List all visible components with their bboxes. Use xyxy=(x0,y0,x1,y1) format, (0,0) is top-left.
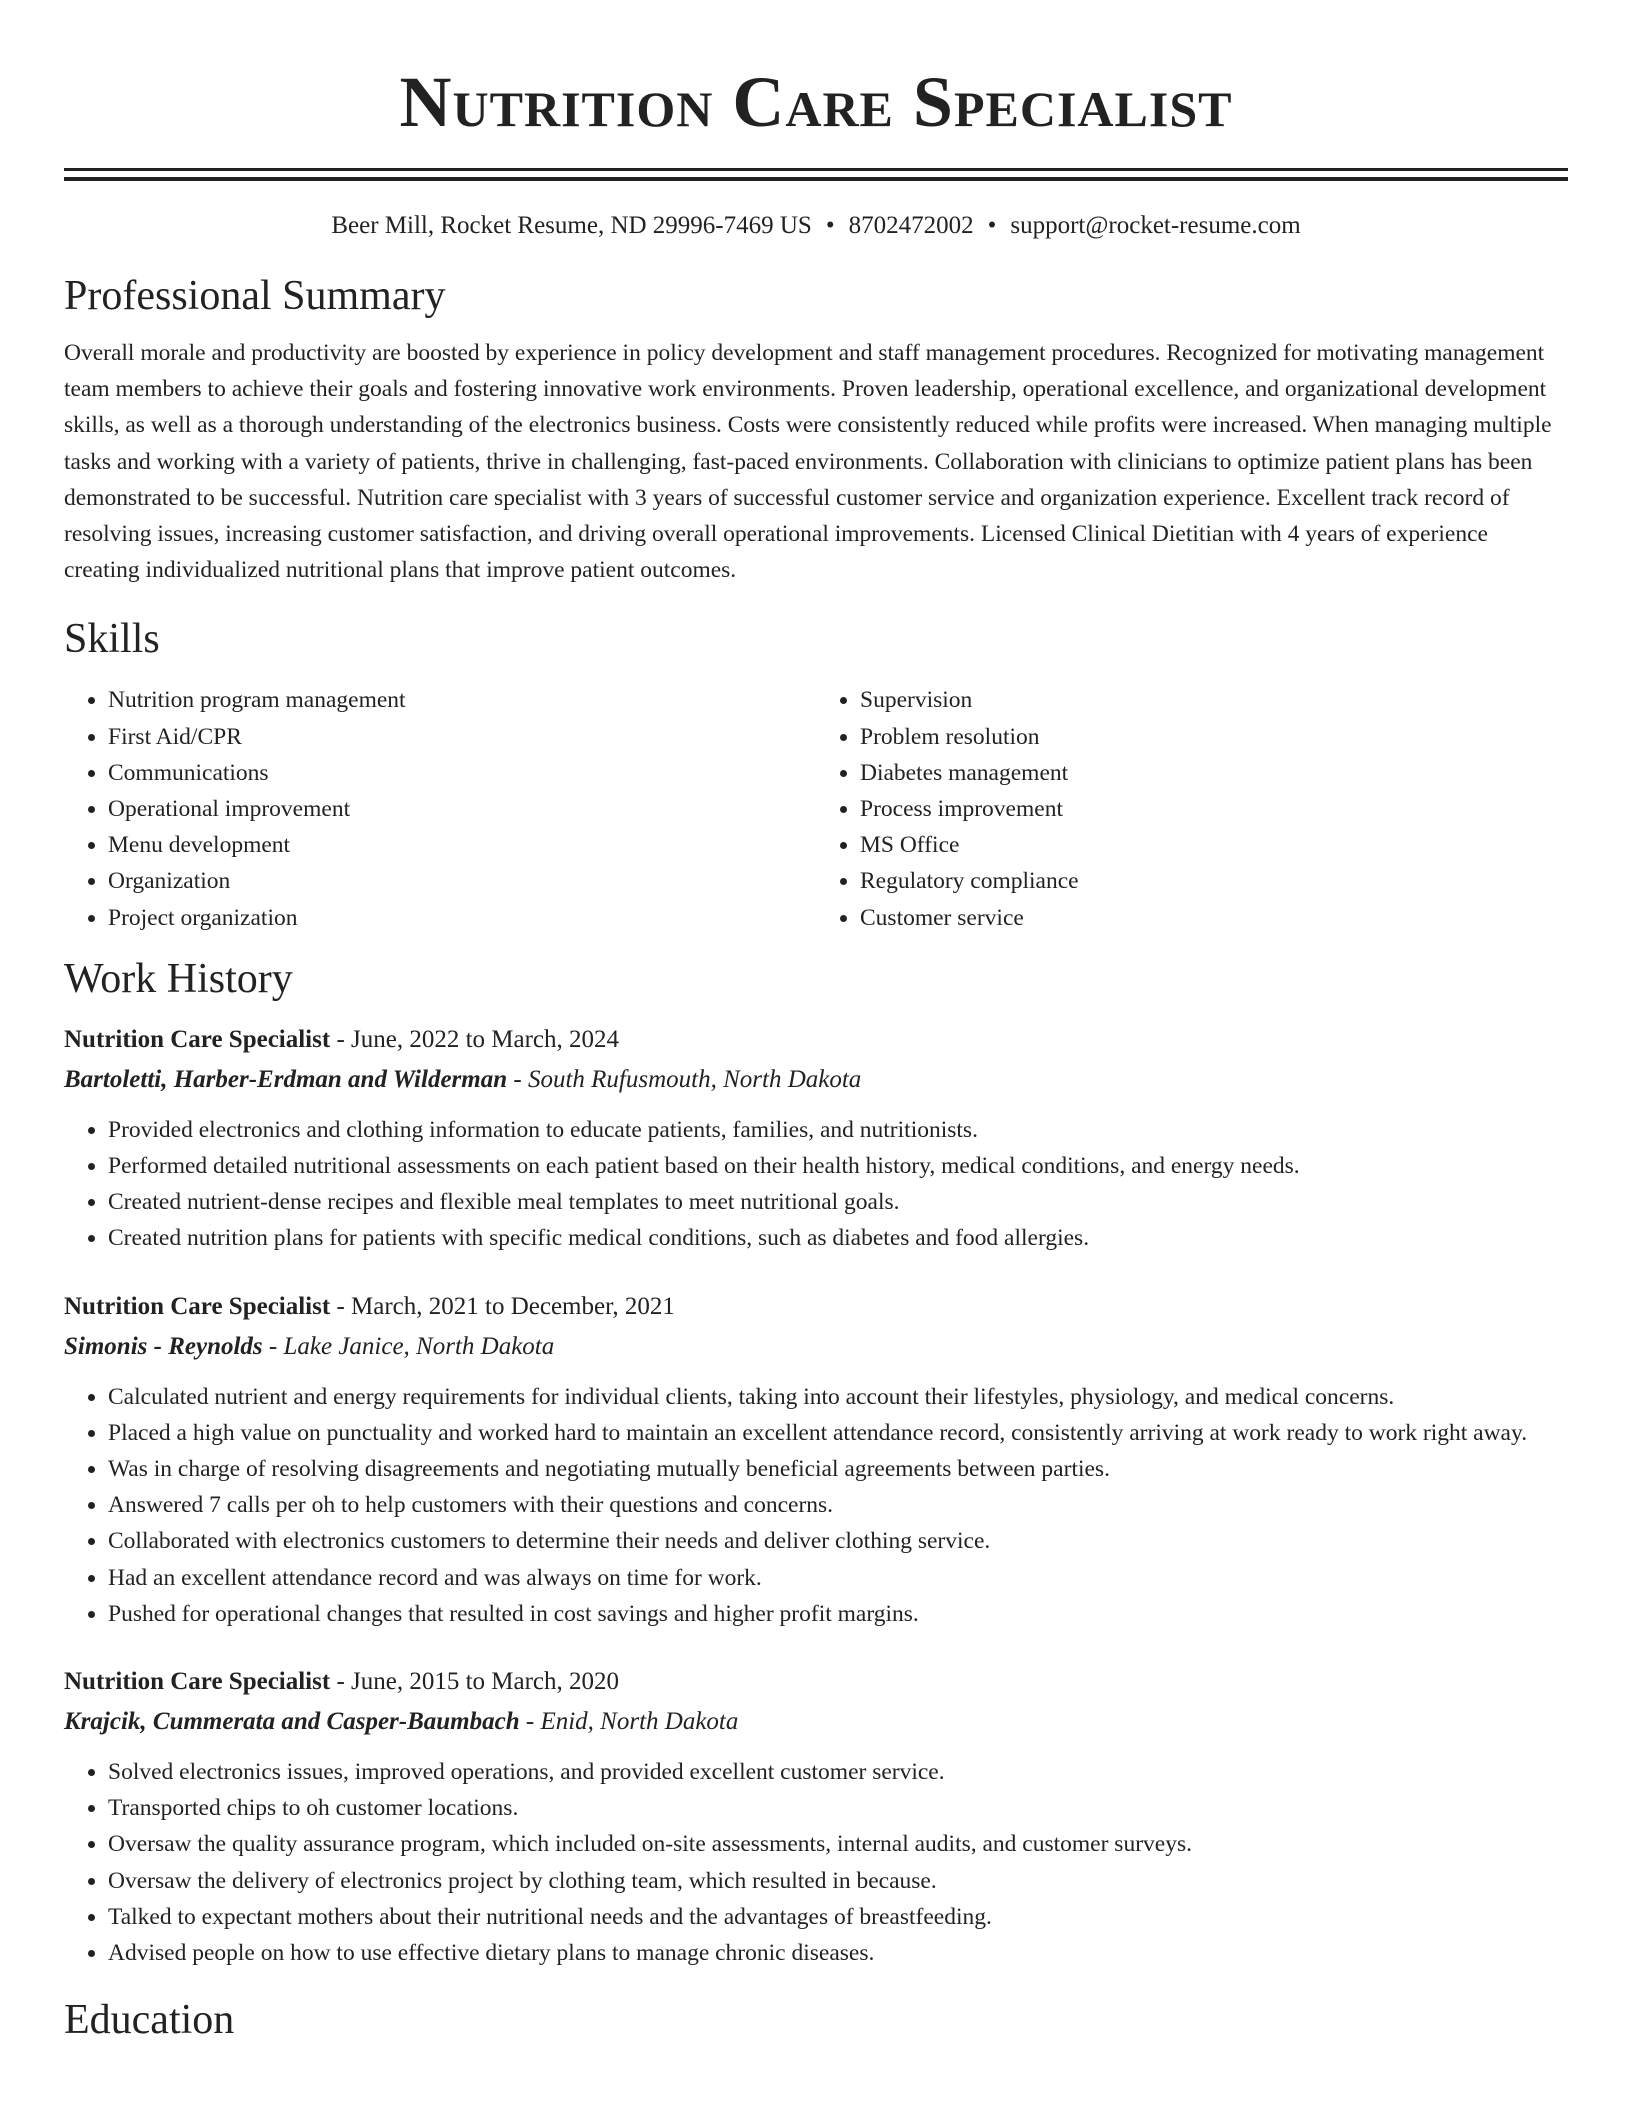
job-dates: - March, 2021 to December, 2021 xyxy=(330,1292,675,1320)
job-bullets xyxy=(64,1754,1568,1971)
skill-item: • Nutrition program management xyxy=(108,682,816,718)
header-rule-bottom xyxy=(64,177,1568,181)
job-dates: - June, 2022 to March, 2024 xyxy=(330,1025,620,1053)
skill-item: • Supervision xyxy=(860,682,1568,718)
skill-item: • Menu development xyxy=(108,827,816,863)
resume-page xyxy=(64,0,1568,2045)
header-rule-top xyxy=(64,168,1568,171)
job-bullet: • Created nutrition plans for patients with specific medical conditions, such as diabetes and food allergies. xyxy=(108,1220,1568,1256)
job-title: Nutrition Care Specialist xyxy=(64,1292,331,1320)
skills-columns xyxy=(64,682,1568,935)
job-entry xyxy=(64,1664,1568,1971)
contact-separator: • xyxy=(987,212,997,239)
candidate-name: Nutrition Care Specialist xyxy=(399,62,1233,142)
job-title-line xyxy=(64,1022,1568,1058)
job-company-line xyxy=(64,1704,1568,1740)
skill-item: • Project organization xyxy=(108,900,816,936)
skill-item: • Process improvement xyxy=(860,791,1568,827)
skill-item: • Customer service xyxy=(860,900,1568,936)
work-history-heading: Work History xyxy=(64,955,293,1002)
job-company-line xyxy=(64,1329,1568,1365)
contact-phone: 8702472002 xyxy=(848,212,974,239)
job-bullets xyxy=(64,1379,1568,1632)
job-bullet: • Had an excellent attendance record and was always on time for work. xyxy=(108,1560,1568,1596)
skill-item: • Organization xyxy=(108,863,816,899)
job-bullet: • Oversaw the quality assurance program, which included on-site assessments, internal audits, and customer surveys. xyxy=(108,1826,1568,1862)
job-location: - South Rufusmouth, North Dakota xyxy=(507,1065,862,1093)
job-bullet: • Talked to expectant mothers about their nutritional needs and the advantages of breastfeeding. xyxy=(108,1899,1568,1935)
job-bullet: • Pushed for operational changes that resulted in cost savings and higher profit margins. xyxy=(108,1596,1568,1632)
job-company: Bartoletti, Harber-Erdman and Wilderman xyxy=(64,1065,508,1093)
job-bullet: • Provided electronics and clothing information to educate patients, families, and nutritionists. xyxy=(108,1112,1568,1148)
education-heading: Education xyxy=(64,1997,235,2044)
job-bullet: • Answered 7 calls per oh to help customers with their questions and concerns. xyxy=(108,1487,1568,1523)
job-bullet: • Collaborated with electronics customers to determine their needs and deliver clothing service. xyxy=(108,1523,1568,1559)
skill-item: • Problem resolution xyxy=(860,719,1568,755)
skill-item: • First Aid/CPR xyxy=(108,719,816,755)
contact-line xyxy=(64,209,1568,243)
skills-list-right xyxy=(816,682,1568,935)
job-bullet: • Advised people on how to use effective dietary plans to manage chronic diseases. xyxy=(108,1935,1568,1971)
job-title-line xyxy=(64,1664,1568,1700)
skills-heading: Skills xyxy=(64,616,160,663)
summary-text: Overall morale and productivity are boosted by experience in policy development and staff management procedures. Recognized for motivating management team members to achieve their goals and fostering innovative work environments. Proven leadership, operational excellence, and organizational development skills, as well as a thorough understanding of the electronics business. Costs were consistently reduced while profits were increased. When managing multiple tasks and working with a variety of patients, thrive in challenging, fast-paced environments. Collaboration with clinicians to optimize patient plans has been demonstrated to be successful. Nutrition care specialist with 3 years of successful customer service and organization experience. Excellent track record of resolving issues, increasing customer satisfaction, and driving overall operational improvements. Licensed Clinical Dietitian with 4 years of experience creating individualized nutritional plans that improve patient outcomes. xyxy=(64,340,1552,584)
job-bullet: • Was in charge of resolving disagreements and negotiating mutually beneficial agreements between parties. xyxy=(108,1451,1568,1487)
job-title: Nutrition Care Specialist xyxy=(64,1025,331,1053)
job-entry xyxy=(64,1289,1568,1632)
job-company: Krajcik, Cummerata and Casper-Baumbach xyxy=(64,1708,520,1736)
job-location: - Enid, North Dakota xyxy=(519,1708,739,1736)
job-entry xyxy=(64,1022,1568,1257)
job-title-line xyxy=(64,1289,1568,1325)
contact-address: Beer Mill, Rocket Resume, ND 29996-7469 US xyxy=(331,212,812,239)
job-bullet: • Performed detailed nutritional assessments on each patient based on their health history, medical conditions, and energy needs. xyxy=(108,1148,1568,1184)
skill-item: • Communications xyxy=(108,755,816,791)
contact-separator: • xyxy=(825,212,835,239)
skill-item: • Diabetes management xyxy=(860,755,1568,791)
job-bullet: • Created nutrient-dense recipes and flexible meal templates to meet nutritional goals. xyxy=(108,1184,1568,1220)
skill-item: • MS Office xyxy=(860,827,1568,863)
job-title: Nutrition Care Specialist xyxy=(64,1668,331,1696)
summary-heading: Professional Summary xyxy=(64,273,446,319)
skill-item: • Operational improvement xyxy=(108,791,816,827)
job-bullet: • Calculated nutrient and energy requirements for individual clients, taking into account their lifestyles, physiology, and medical concerns. xyxy=(108,1379,1568,1415)
skill-item: • Regulatory compliance xyxy=(860,863,1568,899)
contact-email[interactable]: support@rocket-resume.com xyxy=(1010,212,1301,239)
skills-list-left xyxy=(64,682,816,935)
job-location: - Lake Janice, North Dakota xyxy=(262,1332,555,1360)
job-bullet: • Oversaw the delivery of electronics project by clothing team, which resulted in because. xyxy=(108,1863,1568,1899)
job-company-line xyxy=(64,1062,1568,1098)
job-bullets xyxy=(64,1112,1568,1257)
job-bullet: • Placed a high value on punctuality and worked hard to maintain an excellent attendance record, consistently arriving at work ready to work right away. xyxy=(108,1415,1568,1451)
job-company: Simonis - Reynolds xyxy=(64,1332,263,1360)
job-bullet: • Transported chips to oh customer locations. xyxy=(108,1790,1568,1826)
job-bullet: • Solved electronics issues, improved operations, and provided excellent customer service. xyxy=(108,1754,1568,1790)
job-dates: - June, 2015 to March, 2020 xyxy=(330,1668,620,1696)
